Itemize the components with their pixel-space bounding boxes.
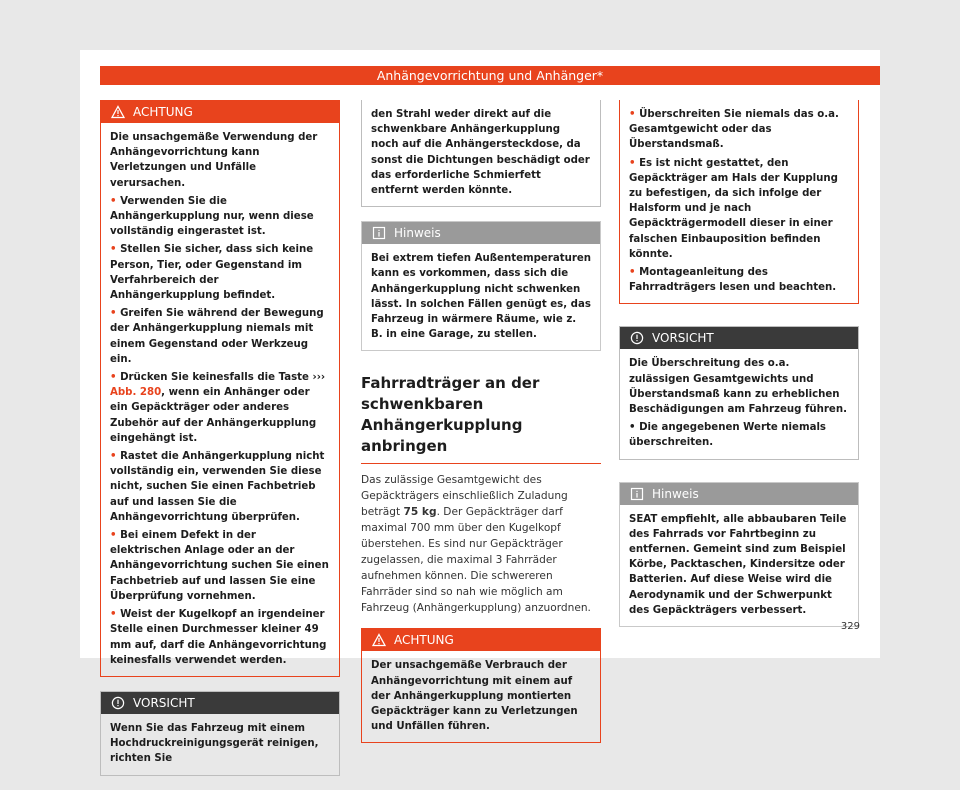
page-header: Anhängevorrichtung und Anhänger* — [100, 66, 880, 85]
warning-continued-list — [629, 107, 849, 295]
warning-continued-body — [620, 100, 858, 303]
warning-box — [100, 100, 340, 677]
warning-text: Der unsachgemäße Verbrauch der Anhängevorrichtung mit einem auf der Anhängerkupplung montierten Gepäckträger kann zu Verletzungen und Unfällen führen. — [371, 660, 578, 733]
note-box-header — [362, 222, 600, 244]
warning-box-header — [101, 101, 339, 123]
caution-text: Wenn Sie das Fahrzeug mit einem Hochdruckreinigungsgerät reinigen, richten Sie — [110, 722, 319, 765]
caution-label: VORSICHT — [133, 695, 195, 710]
caution-continued-text: den Strahl weder direkt auf die schwenkbare Anhängerkupplung noch auf die Anhängersteckdose, da sonst die Dichtungen beschädigt oder das erforderliche Schmierfett entfernt werden könnte. — [371, 109, 590, 197]
warning-intro: Die unsachgemäße Verwendung der Anhängevorrichtung kann Verletzungen und Unfälle verursachen. — [110, 132, 318, 189]
caution-list — [629, 420, 849, 450]
warning-label: ACHTUNG — [394, 633, 454, 648]
note-label: Hinweis — [652, 486, 699, 501]
list-item: • Drücken Sie keinesfalls die Taste ››› Abb. 280, wenn ein Anhänger oder ein Gepäckträger oder anderes Zubehör auf der Anhängerkupplung eingehängt ist. — [110, 372, 326, 444]
note-box-2 — [619, 482, 859, 627]
caution-box-2 — [619, 326, 859, 459]
note-box — [361, 221, 601, 351]
exclamation-circle-icon — [630, 331, 644, 345]
caution-body — [101, 714, 339, 775]
warning-triangle-icon — [111, 105, 125, 119]
list-item: • Bei einem Defekt in der elektrischen Anlage oder an der Anhängevorrichtung suchen Sie einen Fachbetrieb auf und lassen Sie eine Überprüfung vornehmen. — [110, 530, 329, 602]
caution-continued-body — [362, 100, 600, 206]
warning-body — [101, 123, 339, 676]
warning-box-header — [362, 629, 600, 651]
list-item: • Rastet die Anhängerkupplung nicht vollständig ein, verwenden Sie diese nicht, suchen Sie einen Fachbetrieb auf und lassen Sie die Anhängevorrichtung überprüfen. — [110, 451, 325, 523]
column-3 — [619, 100, 859, 641]
note-body — [620, 505, 858, 626]
list-item: • Die angegebenen Werte niemals überschreiten. — [629, 422, 826, 449]
list-item: • Verwenden Sie die Anhängerkupplung nur, wenn diese vollständig eingerastet ist. — [110, 195, 314, 238]
caution-box-continued — [361, 100, 601, 207]
note-text: Bei extrem tiefen Außentemperaturen kann es vorkommen, dass sich die Anhängerkupplung nicht schwenken lässt. In solchen Fällen genügt es, das Fahrzeug in wärmere Räume, wie z. B. in eine Garage, zu stellen. — [371, 253, 592, 341]
caution-intro: Die Überschreitung des o.a. zulässigen Gesamtgewichts und Überstandsmaß kann zu erheblichen Beschädigungen am Fahrzeug führen. — [629, 358, 847, 416]
manual-page — [80, 50, 880, 765]
page-number: 329 — [840, 621, 860, 632]
list-item: • Überschreiten Sie niemals das o.a. Gesamtgewicht oder das Überstandsmaß. — [629, 109, 839, 151]
note-body — [362, 244, 600, 350]
list-item: • Montageanleitung des Fahrradträgers lesen und beachten. — [629, 267, 837, 294]
body-paragraph: Das zulässige Gesamtgewicht des Gepäckträgers einschließlich Zuladung beträgt 75 kg. Der Gepäckträger darf maximal 700 mm über den Kugelkopf überstehen. Es sind nur Gepäckträger zugelassen, die maximal 3 Fahrräder aufnehmen können. Die schwereren Fahrräder sind so nah wie möglich am Fahrzeug (Anhängerkupplung) anzuordnen. — [361, 474, 591, 615]
caution-box-header — [620, 327, 858, 349]
list-item: • Greifen Sie während der Bewegung der Anhängerkupplung niemals mit einem Gegenstand oder Werkzeug ein. — [110, 308, 324, 365]
list-item: • Stellen Sie sicher, dass sich keine Person, Tier, oder Gegenstand im Verfahrbereich der Anhängerkupplung befindet. — [110, 244, 314, 302]
caution-box — [100, 691, 340, 776]
info-icon — [630, 487, 644, 501]
caution-box-header — [101, 692, 339, 714]
column-2 — [361, 100, 601, 757]
note-label: Hinweis — [394, 226, 441, 241]
list-item: • Weist der Kugelkopf an irgendeiner Stelle einen Durchmesser kleiner 49 mm auf, darf die Anhängevorrichtung keinesfalls verwendet werden. — [110, 609, 327, 666]
note-text: SEAT empfiehlt, alle abbaubaren Teile des Fahrrads vor Fahrtbeginn zu entfernen. Gemeint sind zum Beispiel Körbe, Packtaschen, Kindersitze oder Batterien. Auf diese Weise wird die Aerodynamik und der Schwerpunkt des Gepäckträgers verbessert. — [629, 513, 847, 616]
warning-box-continued — [619, 100, 859, 304]
caution-label: VORSICHT — [652, 331, 714, 346]
info-icon — [372, 226, 386, 240]
note-box-header — [620, 483, 858, 505]
section-title: Fahrradträger an der schwenkbaren Anhängerkupplung anbringen — [361, 373, 601, 464]
column-1 — [100, 100, 340, 790]
warning-box-2 — [361, 628, 601, 743]
caution-body — [620, 349, 858, 458]
warning-list — [110, 194, 330, 668]
warning-label: ACHTUNG — [133, 105, 193, 119]
warning-triangle-icon — [372, 633, 386, 647]
warning-body — [362, 651, 600, 742]
figure-link[interactable]: Abb. 280 — [110, 387, 162, 399]
list-item: • Es ist nicht gestattet, den Gepäckträger am Hals der Kupplung zu befestigen, da sich infolge der Halsform und je nach Gepäckträgermodell dieser in einer falschen Einbauposition befinden könnte. — [629, 157, 838, 260]
